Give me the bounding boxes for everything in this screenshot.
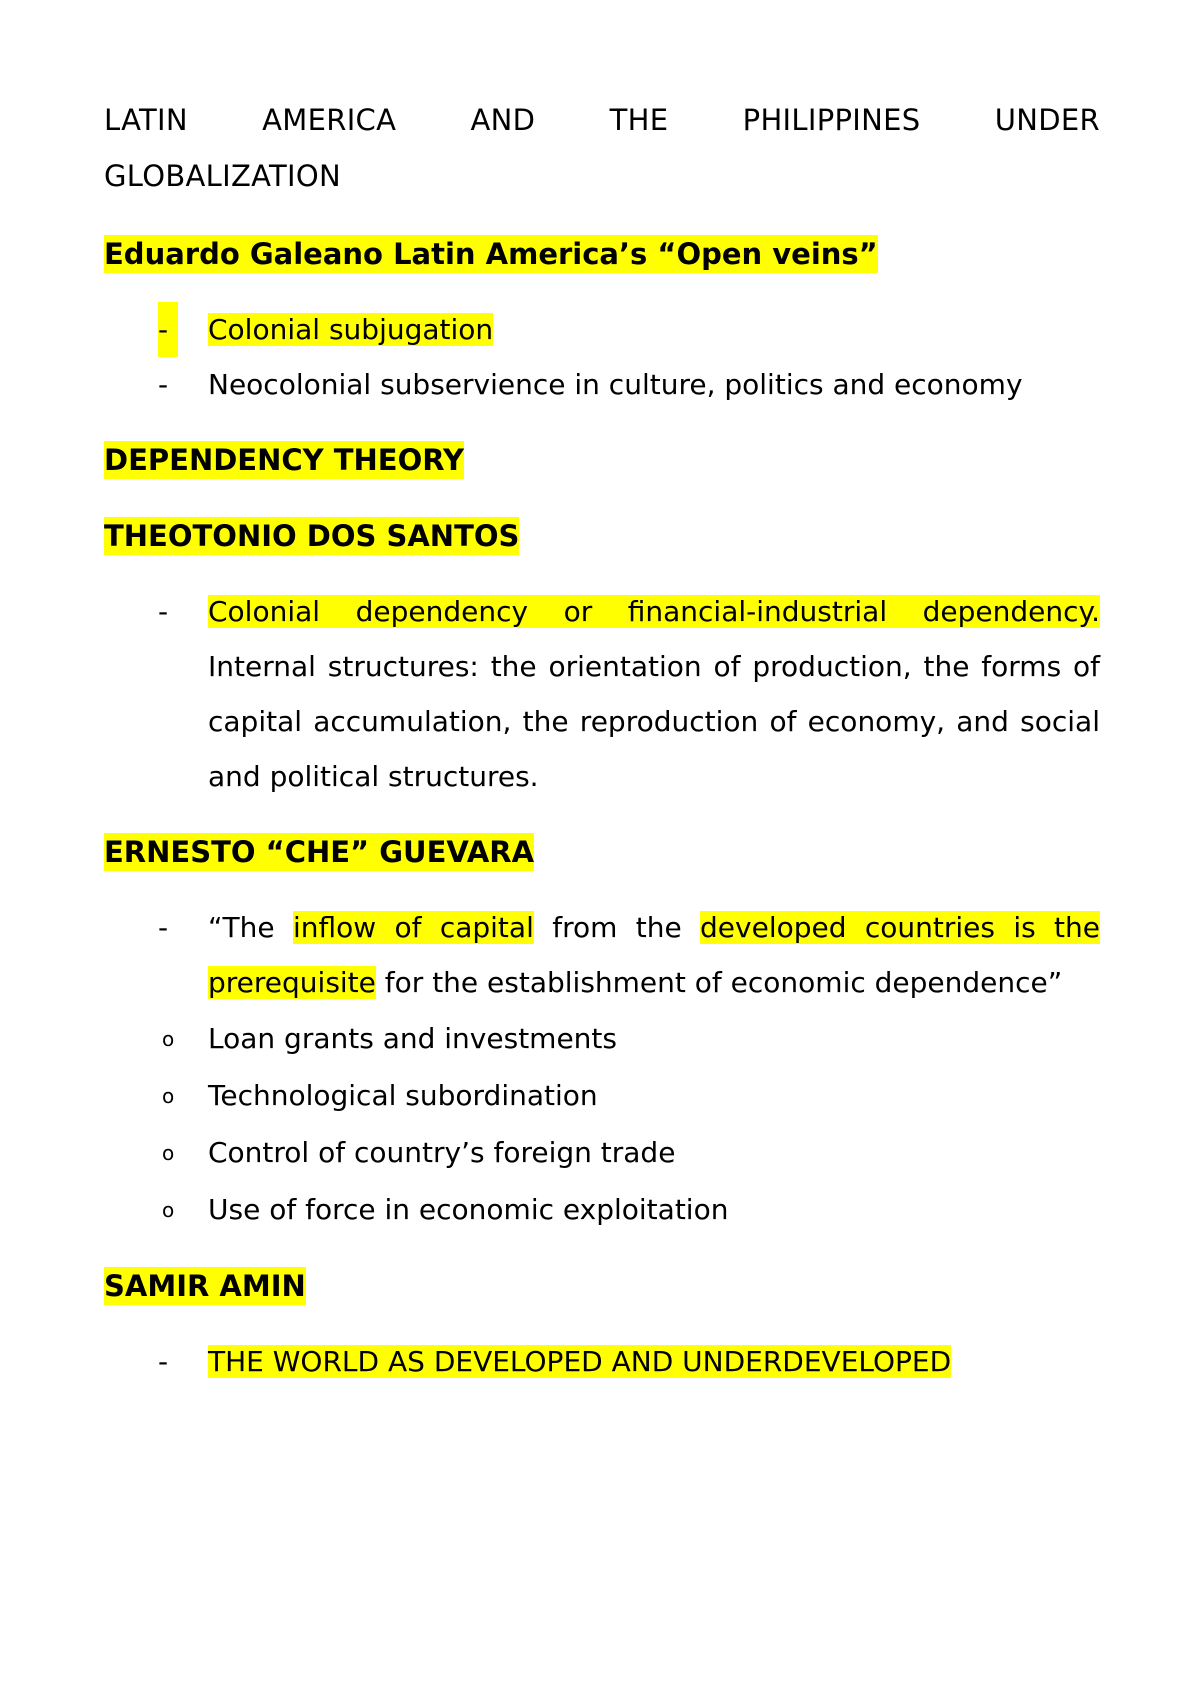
heading-amin: SAMIR AMIN xyxy=(104,1269,306,1303)
sublist-item: o Control of country’s foreign trade xyxy=(104,1124,1100,1181)
circle-bullet: o xyxy=(162,1084,175,1108)
title-line-1: LATIN AMERICA AND THE PHILIPPINES UNDER xyxy=(104,103,1100,137)
document-body xyxy=(104,92,1100,1409)
list-item: - “The inflow of capital from the developed countries is the prerequisite for the establishment of economic dependence” o Loan grants and investments o Technological subordination o Control of country’s foreign trade o Use of force in economic exploitation xyxy=(104,900,1100,1238)
dash-bullet: - xyxy=(158,911,169,944)
guevara-list xyxy=(104,900,1100,1238)
sublist-item: o Use of force in economic exploitation xyxy=(104,1181,1100,1238)
heading-dependency-theory: DEPENDENCY THEORY xyxy=(104,443,465,477)
title-line-2: GLOBALIZATION xyxy=(104,159,342,193)
dash-bullet: - xyxy=(158,1345,169,1378)
galeano-list xyxy=(104,302,1100,412)
sublist-item: o Technological subordination xyxy=(104,1067,1100,1124)
sublist-item: o Loan grants and investments xyxy=(104,1010,1100,1067)
circle-bullet: o xyxy=(162,1198,175,1222)
dash-bullet: - xyxy=(158,368,169,401)
heading-guevara: ERNESTO “CHE” GUEVARA xyxy=(104,835,535,869)
document-title xyxy=(104,92,1100,204)
list-item: - Colonial subjugation xyxy=(104,302,1100,357)
amin-list xyxy=(104,1334,1100,1389)
circle-bullet: o xyxy=(162,1027,175,1051)
list-item: - Neocolonial subservience in culture, politics and economy xyxy=(104,357,1100,412)
dos-santos-list xyxy=(104,584,1100,804)
list-item: - Colonial dependency or financial-industrial dependency. Internal structures: the orientation of production, the forms of capital accumulation, the reproduction of economy, and social and political structures. xyxy=(104,584,1100,804)
dash-bullet: - xyxy=(158,595,169,628)
heading-dos-santos: THEOTONIO DOS SANTOS xyxy=(104,519,520,553)
list-item: - THE WORLD AS DEVELOPED AND UNDERDEVELOPED xyxy=(104,1334,1100,1389)
dash-bullet: - xyxy=(158,302,178,357)
heading-galeano: Eduardo Galeano Latin America’s “Open veins” xyxy=(104,237,878,271)
guevara-sublist xyxy=(104,1010,1100,1238)
circle-bullet: o xyxy=(162,1141,175,1165)
